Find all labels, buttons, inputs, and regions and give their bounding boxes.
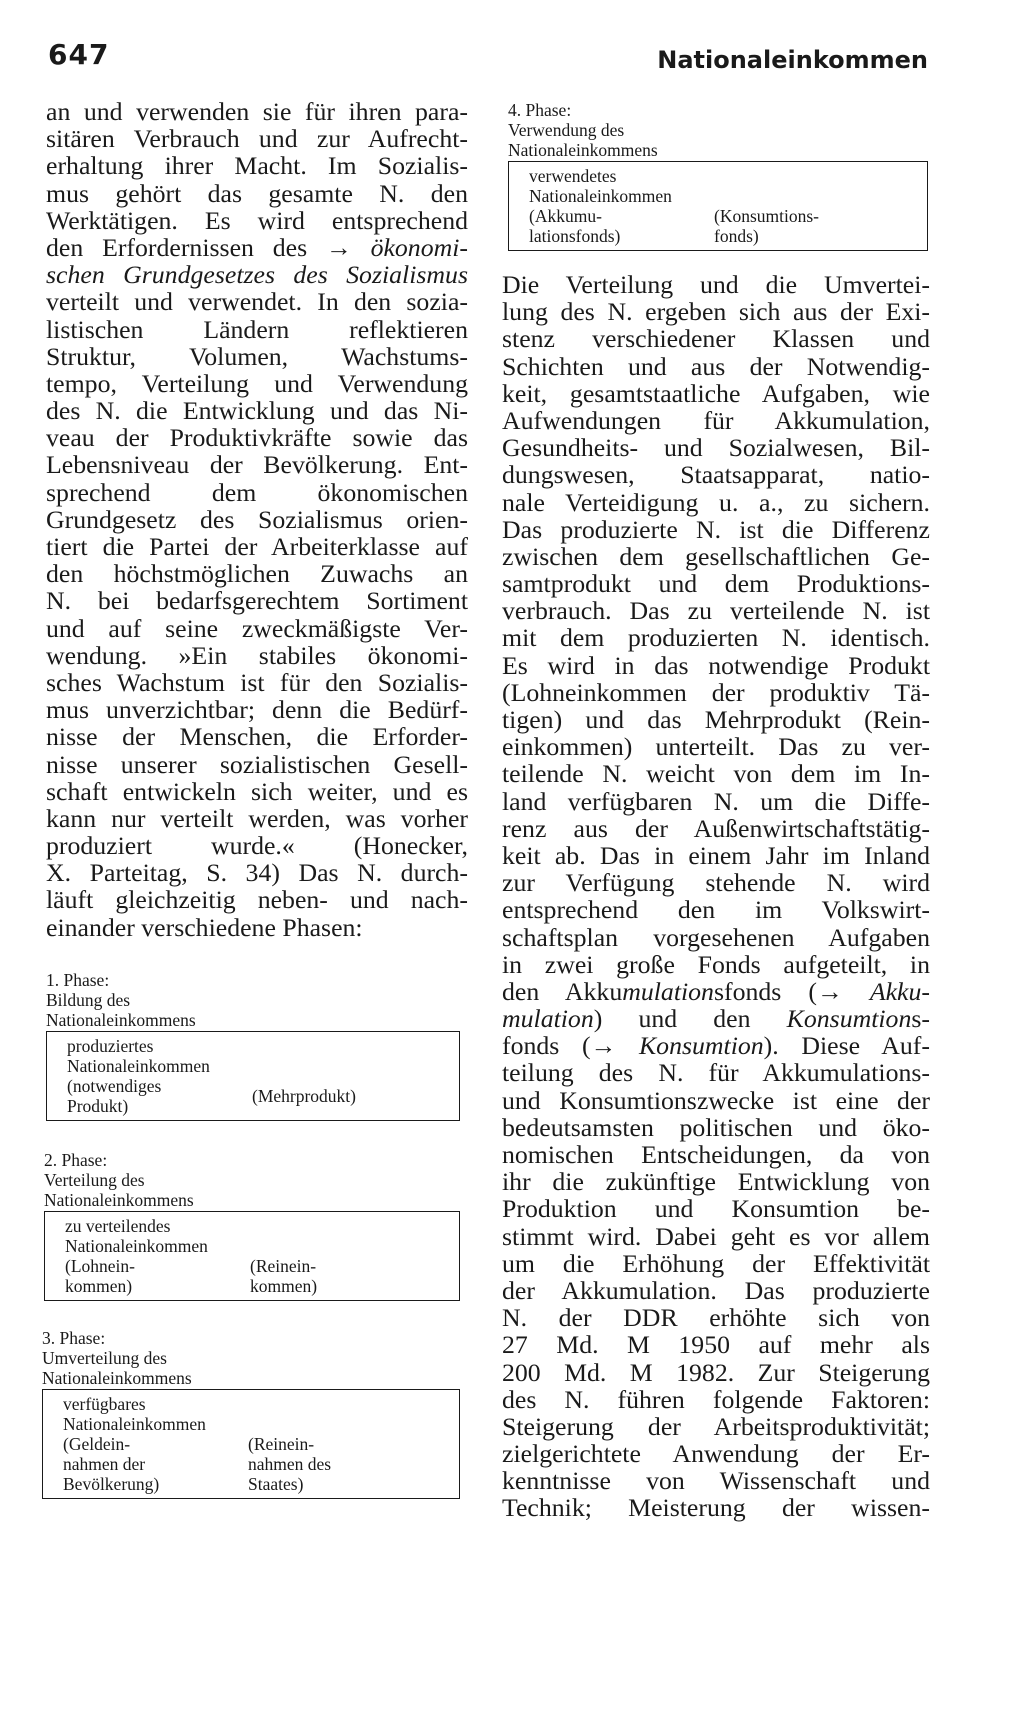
- box-line: (Lohnein-: [65, 1256, 135, 1276]
- text-line: teilende N. weicht von dem im In-: [502, 759, 930, 789]
- text-line: um die Erhöhung der Effektivität: [502, 1248, 930, 1278]
- phase-1-diagram: [46, 970, 460, 1121]
- text-line: der Akkumulation. Das produzierte: [502, 1275, 930, 1305]
- box-line: nahmen des: [248, 1454, 332, 1474]
- text-line: sches Wachstum ist für den Sozialis-: [46, 667, 468, 697]
- box-line: Nationaleinkommen: [529, 186, 672, 206]
- text-line: keit ab. Das in einem Jahr im Inland: [502, 840, 930, 870]
- text-line-italic: mulation) und den Konsumtions-: [502, 1004, 930, 1034]
- text-line: teilung des N. für Akkumulations-: [502, 1058, 930, 1088]
- text-line: nale Verteidigung u. a., zu sichern.: [502, 487, 930, 517]
- text-line: dungswesen, Staatsapparat, natio-: [502, 460, 930, 490]
- text-line: nisse der Menschen, die Erforder-: [46, 722, 468, 752]
- box-line: (Geldein-: [63, 1434, 131, 1454]
- box-line: verwendetes: [529, 166, 617, 186]
- box-line: Nationaleinkommen: [65, 1236, 208, 1256]
- text-line: (Lohneinkommen der produktiv Tä-: [502, 677, 930, 707]
- text-line: Struktur, Volumen, Wachstums-: [46, 341, 468, 371]
- text-line: Schichten und aus der Notwendig-: [502, 351, 930, 381]
- text-line: des N. führen folgende Faktoren:: [502, 1384, 930, 1414]
- text-line: N. bei bedarfsgerechtem Sortiment: [46, 586, 468, 616]
- text-line: einkommen) unterteilt. Das zu ver-: [502, 732, 930, 762]
- text-line: nomischen Entscheidungen, da von: [502, 1140, 930, 1169]
- text-line: mit dem produzierten N. identisch.: [502, 623, 930, 653]
- text-line: kenntnisse von Wissenschaft und: [502, 1466, 930, 1496]
- text-line: Gesundheits- und Sozialwesen, Bil-: [502, 433, 930, 463]
- text-line: sprechend dem ökonomischen: [46, 477, 468, 507]
- phase-1-label: 1. Phase:: [46, 970, 110, 990]
- box-line: Nationaleinkommen: [67, 1056, 210, 1076]
- text-line: renz aus der Außenwirtschaftstätig-: [502, 813, 930, 843]
- text-line: Die Verteilung und die Umvertei-: [502, 270, 930, 299]
- box-line: nahmen der: [63, 1454, 146, 1474]
- phase-3-subtitle: Nationaleinkommens: [42, 1368, 192, 1388]
- text-line-italic: fonds (→ Konsumtion). Diese Auf-: [502, 1031, 930, 1061]
- page-number: 647: [48, 38, 110, 71]
- text-line: schaft entwickeln sich weiter, und es: [46, 776, 468, 806]
- phase-2-title: Verteilung des: [44, 1170, 145, 1190]
- text-line: sitären Verbrauch und zur Aufrecht-: [46, 124, 468, 154]
- text-line: verteilt und verwendet. In den sozia-: [46, 287, 468, 317]
- text-line-italic: [46, 261, 468, 288]
- box-line: (Konsumtions-: [714, 206, 819, 226]
- text-line: einander verschiedene Phasen:: [46, 912, 363, 942]
- text-line: tempo, Verteilung und Verwendung: [46, 368, 468, 398]
- phase-3-label: 3. Phase:: [42, 1328, 106, 1348]
- text-line: mus unverzichtbar; denn die Bedürf-: [46, 695, 468, 725]
- phase-2-diagram: [44, 1150, 460, 1301]
- text-line: stenz verschiedener Klassen und: [502, 324, 930, 354]
- phase-1-title: Bildung des: [46, 990, 131, 1010]
- box-line: Produkt): [67, 1096, 129, 1116]
- text-line-italic: den Akkumulationsfonds (→ Akku-: [502, 976, 930, 1006]
- text-line: N. der DDR erhöhte sich von: [502, 1303, 930, 1333]
- box-line: produziertes: [67, 1036, 154, 1056]
- box-line: (Mehrprodukt): [252, 1086, 357, 1106]
- phase-4-subtitle: Nationaleinkommens: [508, 140, 658, 160]
- box-line: kommen): [250, 1276, 318, 1296]
- text-line: nisse unserer sozialistischen Gesell-: [46, 749, 468, 779]
- text-line: X. Parteitag, S. 34) Das N. durch-: [46, 858, 468, 888]
- box-line: Bevölkerung): [63, 1474, 160, 1494]
- text-line: des N. die Entwicklung und das Ni-: [46, 396, 468, 426]
- text-line: Es wird in das notwendige Produkt: [502, 650, 930, 680]
- box-line: (Akkumu-: [529, 206, 602, 226]
- phase-4-label: 4. Phase:: [508, 100, 572, 120]
- text-line: 27 Md. M 1950 auf mehr als: [502, 1330, 930, 1360]
- text-line: an und verwenden sie für ihren para-: [46, 97, 468, 126]
- text-line: schaftsplan vorgesehenen Aufgaben: [502, 922, 930, 952]
- box-line: Nationaleinkommen: [63, 1414, 206, 1434]
- left-column-text: [46, 98, 468, 941]
- text-line: produziert wurde.« (Honecker,: [46, 831, 468, 861]
- text-line: listischen Ländern reflektieren: [46, 314, 468, 344]
- phase-1-box: [46, 1031, 460, 1121]
- box-line: kommen): [65, 1276, 133, 1296]
- text-line: mus gehört das gesamte N. den: [46, 178, 468, 208]
- text-line: Aufwendungen für Akkumulation,: [502, 405, 930, 435]
- phase-3-title: Umverteilung des: [42, 1348, 167, 1368]
- box-line: fonds): [714, 226, 759, 246]
- text-line: 200 Md. M 1982. Zur Steigerung: [502, 1357, 930, 1387]
- box-line: (Reinein-: [250, 1256, 317, 1276]
- text-line: samtprodukt und dem Produktions-: [502, 569, 930, 599]
- text-line: den Erfordernissen des → ökonomi-: [46, 232, 468, 262]
- text-line: wendung. »Ein stabiles ökonomi-: [46, 640, 468, 670]
- phase-3-diagram: [42, 1328, 460, 1499]
- phase-2-box: [44, 1211, 460, 1301]
- box-line: (Reinein-: [248, 1434, 315, 1454]
- text-line: Steigerung der Arbeitsproduktivität;: [502, 1411, 930, 1441]
- text-line: tiert die Partei der Arbeiterklasse auf: [46, 532, 468, 561]
- phase-3-box: [42, 1389, 460, 1499]
- text-line: zwischen dem gesellschaftlichen Ge-: [502, 541, 930, 571]
- box-line: verfügbares: [63, 1394, 146, 1414]
- text-line: keit, gesamtstaatliche Aufgaben, wie: [502, 378, 930, 408]
- text-line: verbrauch. Das zu verteilende N. ist: [502, 596, 930, 626]
- text-line: erhaltung ihrer Macht. Im Sozialis-: [46, 151, 468, 181]
- phase-4-box: [508, 161, 928, 251]
- phase-1-subtitle: Nationaleinkommens: [46, 1010, 196, 1030]
- text-line: kann nur verteilt werden, was vorher: [46, 803, 468, 833]
- box-line: lationsfonds): [529, 226, 621, 246]
- text-line: stimmt wird. Dabei geht es vor allem: [502, 1221, 930, 1251]
- phase-2-label: 2. Phase:: [44, 1150, 108, 1170]
- text-line: Grundgesetz des Sozialismus orien-: [46, 504, 468, 534]
- box-line: Staates): [248, 1474, 304, 1494]
- text-line: bedeutsamsten politischen und öko-: [502, 1112, 930, 1142]
- text-line: land verfügbaren N. um die Diffe-: [502, 786, 930, 816]
- text-line: läuft gleichzeitig neben- und nach-: [46, 885, 468, 915]
- text-line: tigen) und das Mehrprodukt (Rein-: [502, 705, 930, 734]
- running-head-keyword: Nationaleinkommen: [657, 46, 928, 74]
- phase-2-subtitle: Nationaleinkommens: [44, 1190, 194, 1210]
- text-line: Lebensniveau der Bevölkerung. Ent-: [46, 450, 468, 480]
- text-line: Das produzierte N. ist die Differenz: [502, 514, 930, 544]
- text-line: Produktion und Konsumtion be-: [502, 1194, 930, 1224]
- text-line: und Konsumtionszwecke ist eine der: [502, 1085, 930, 1115]
- text-line: zielgerichtete Anwendung der Er-: [502, 1439, 930, 1469]
- text-line: lung des N. ergeben sich aus der Exi-: [502, 297, 930, 327]
- text-line: zur Verfügung stehende N. wird: [502, 868, 930, 898]
- cross-reference: schen Grundgesetzes des Sozialismus: [46, 260, 468, 290]
- right-column-text: [502, 271, 930, 1522]
- text-line: den höchstmöglichen Zuwachs an: [46, 559, 468, 589]
- text-line: entsprechend den im Volkswirt-: [502, 895, 930, 925]
- text-line: Werktätigen. Es wird entsprechend: [46, 205, 468, 235]
- box-line: zu verteilendes: [65, 1216, 171, 1236]
- phase-4-title: Verwendung des: [508, 120, 625, 140]
- text-line: in zwei große Fonds aufgeteilt, in: [502, 949, 930, 979]
- phase-4-diagram: [508, 100, 928, 251]
- text-line: Technik; Meisterung der wissen-: [502, 1493, 930, 1523]
- box-line: (notwendiges: [67, 1076, 162, 1096]
- text-line: ihr die zukünftige Entwicklung von: [502, 1167, 930, 1197]
- text-line: veau der Produktivkräfte sowie das: [46, 423, 468, 453]
- text-line: und auf seine zweckmäßigste Ver-: [46, 613, 468, 643]
